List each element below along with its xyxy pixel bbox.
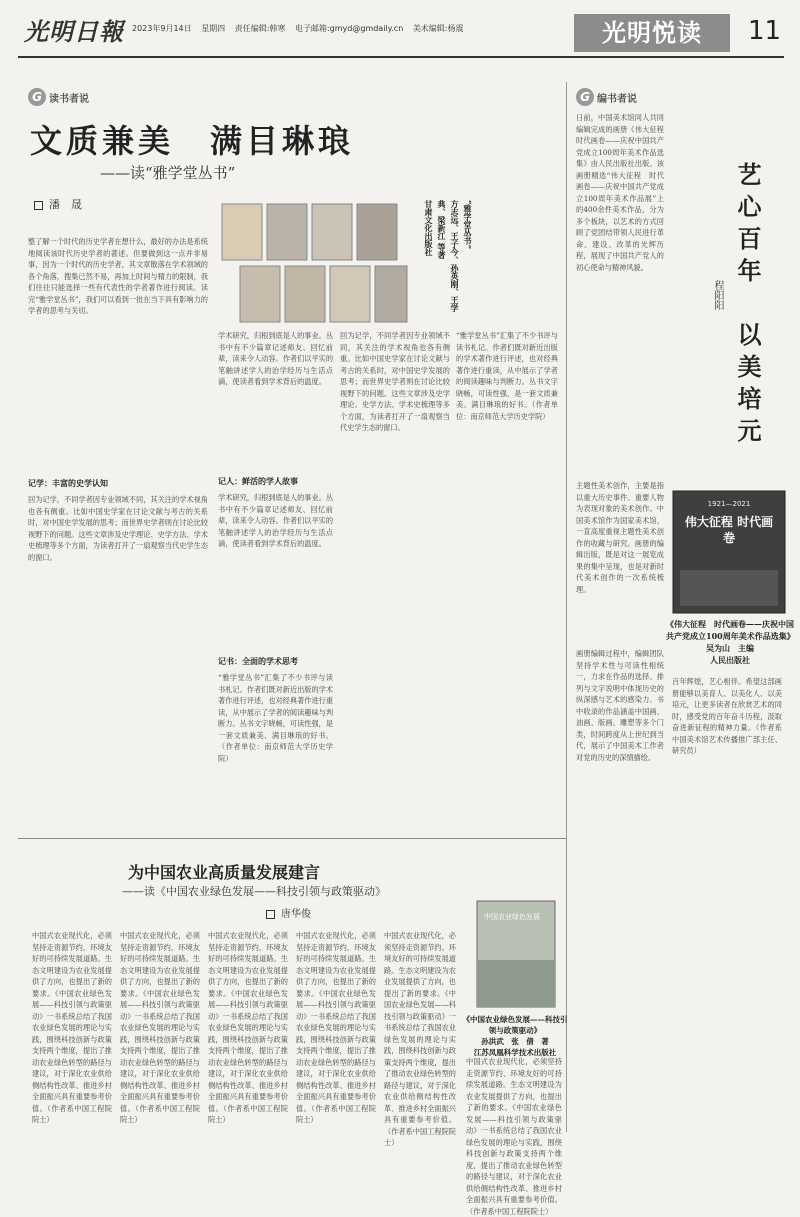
section-title: 光明悦读 (574, 14, 730, 52)
column-tag-label: 编书者说 (597, 93, 637, 105)
article-divider (18, 838, 566, 839)
article-body: 整了解一个时代的历史学者在想什么，最好的办法是系统地阅读该时代历史学者的著述。但要做到这一点并非易事，因为一个时代的历史学者，其文章散落在学术领域的各个角落，搜集已然不易，再加上时间与精力的限制，我们往往只能选择一些有代表性的学者著作进行阅读。读完“雅学堂丛书”，我们可以看到一批在当下具有影响力的学者的思考与关切。 (28, 237, 208, 315)
article2-author: 唐华俊 (266, 905, 311, 920)
article2-subtitle: ——读《中国农业绿色发展——科技引领与政策驱动》 (122, 885, 386, 898)
right-body: 日前，中国美术馆同人共同编辑完成的画册《伟大征程 时代画卷——庆祝中国共产党成立100周年美术作品选集》由人民出版社出版。该画册精选“伟大征程 时代画卷——庆祝中国共产党成立100周年美术作品展”上的400余件美术作品，分为多个板块，以艺术的方式回顾了党团结带领人民进行革命、建设、改革的光辉历程，展现了中国共产党人的初心使命与精神风貌。 (576, 113, 672, 272)
article2-body: 中国式农业现代化，必须坚持走资源节约、环境友好的可持续发展道路。生态文明建设为农业发展提供了方向，也提出了新的要求。《中国农业绿色发展——科技引领与政策驱动》一书系统总结了我国农业绿色发展的理论与实践，围绕科技创新与政策支持两个维度，提出了推动农业绿色转型的路径与建议，对于深化农业供给侧结构性改革、推进乡村全面振兴具有重要参考价值。（作者系中国工程院院士） (120, 931, 200, 1124)
article-author: 潘 晟 (34, 196, 82, 212)
article-subtitle: ——读“雅学堂丛书” (100, 164, 236, 182)
article2-headline: 为中国农业高质量发展建言 (128, 863, 321, 882)
author-box-icon (266, 910, 275, 919)
agri-book-caption: 《中国农业绿色发展——科技引领与政策驱动》 孙洪武 张 倩 著 江苏凤凰科学技术出版社 (462, 1015, 568, 1057)
right-author: 程阳阳 (712, 280, 723, 310)
g-badge-icon: G (576, 88, 594, 106)
masthead (0, 0, 800, 62)
book-series-image (220, 200, 410, 325)
responsible-editor: 责任编辑:韩寒 (234, 24, 286, 33)
article2-body: 中国式农业现代化，必须坚持走资源节约、环境友好的可持续发展道路。生态文明建设为农业发展提供了方向，也提出了新的要求。《中国农业绿色发展——科技引领与政策驱动》一书系统总结了我国农业绿色发展的理论与实践，围绕科技创新与政策支持两个维度，提出了推动农业绿色转型的路径与建议，对于深化农业供给侧结构性改革、推进乡村全面振兴具有重要参考价值。（作者系中国工程院院士） (296, 931, 376, 1124)
article-body: “雅学堂丛书”汇集了不少书评与读书札记。作者们既对新近出版的学术著作进行评述，也对经典著作进行重读，从中展示了学者的阅读趣味与判断力。丛书文字晓畅，可读性强，是一套文质兼美、满目琳琅的好书。（作者单位：南京师范大学历史学院） (456, 331, 558, 421)
album-cover-title: 伟大征程 时代画卷 (684, 515, 774, 545)
article-headline: 文质兼美 满目琳琅 (30, 122, 355, 160)
book-caption: “雅学堂丛书” 方志远、王子今、孙英刚、王学典、梁新江 等著 甘肃文化出版社 (424, 200, 473, 312)
agri-book-cover-title: 中国农业绿色发展 (484, 913, 540, 921)
article2-body: 中国式农业现代化，必须坚持走资源节约、环境友好的可持续发展道路。生态文明建设为农业发展提供了方向，也提出了新的要求。《中国农业绿色发展——科技引领与政策驱动》一书系统总结了我国农业绿色发展的理论与实践，围绕科技创新与政策支持两个维度，提出了推动农业绿色转型的路径与建议，对于深化农业供给侧结构性改革、推进乡村全面振兴具有重要参考价值。（作者系中国工程院院士） (466, 1057, 562, 1216)
article2-body: 中国式农业现代化，必须坚持走资源节约、环境友好的可持续发展道路。生态文明建设为农业发展提供了方向，也提出了新的要求。《中国农业绿色发展——科技引领与政策驱动》一书系统总结了我国农业绿色发展的理论与实践，围绕科技创新与政策支持两个维度，提出了推动农业绿色转型的路径与建议，对于深化农业供给侧结构性改革、推进乡村全面振兴具有重要参考价值。（作者系中国工程院院士） (208, 931, 288, 1124)
right-body: 主题性美术创作，主要是指以重大历史事件、重要人物为表现对象的美术创作。中国美术馆作为国家美术馆，一直高度重视主题性美术创作的收藏与研究。画册的编辑出版，既是对这一展览成果的集中呈现，也是对新时代美术创作的一次系统梳理。 (576, 481, 664, 594)
issue-date: 2023年9月14日 (132, 24, 192, 33)
article-body: 学术研究，归根到底是人的事业。丛书中有不少篇章记述师友、回忆前辈，读来令人动容。作者们以平实的笔触讲述学人的治学经历与生活点滴，使读者看到学术背后的温度。 (218, 493, 334, 548)
right-headline: 艺心百年 以美培元 (733, 162, 762, 450)
album-caption: 《伟大征程 时代画卷——庆祝中国共产党成立100周年美术作品选集》 吴为山 主编 人民出版社 (666, 619, 795, 665)
column-tag-left (28, 88, 89, 106)
author-box-icon (34, 201, 43, 210)
g-badge-icon: G (28, 88, 46, 106)
right-body: 画册编辑过程中，编辑团队坚持学术性与可读性相统一，力求在作品的选择、排列与文字说明中体现历史的纵深感与艺术的感染力。书中收录的作品涵盖中国画、油画、版画、雕塑等多个门类，时间跨度从上世纪到当代，展示了中国美术工作者对党的历史的深情描绘。 (576, 649, 664, 762)
section-heading: 记书：全面的学术思考 (218, 656, 298, 666)
article-body: 回为记学，不同学者因专业领域不同，其关注的学术视角也各有侧重。比如中国史学家在讨论文献与考古的关系时，对中国史学发展的思考；而世界史学者则在讨论比较视野下的问题。这些文章涉及史学理论、史学方法、学术史梳理等多个方面，为读者打开了一扇观察当代史学生态的窗口。 (340, 331, 450, 432)
column-divider (566, 82, 567, 1132)
issue-weekday: 星期四 (201, 24, 226, 33)
right-body: 百年辉煌，艺心相伴。希望这部画册能够以美育人、以美化人、以美培元，让更多读者在欣赏艺术的同时，感受党的百年奋斗历程，汲取奋进新征程的精神力量。（作者系中国美术馆艺术传播推广部主任、研究员） (672, 677, 782, 755)
newspaper-logo: 光明日報 (24, 17, 124, 46)
editor-email: 电子邮箱:gmyd@gmdaily.cn (294, 24, 404, 33)
art-editor: 美术编辑:杨震 (412, 24, 464, 33)
section-heading: 记人：鲜活的学人故事 (218, 476, 298, 486)
article2-body: 中国式农业现代化，必须坚持走资源节约、环境友好的可持续发展道路。生态文明建设为农业发展提供了方向，也提出了新的要求。《中国农业绿色发展——科技引领与政策驱动》一书系统总结了我国农业绿色发展的理论与实践，围绕科技创新与政策支持两个维度，提出了推动农业绿色转型的路径与建议，对于深化农业供给侧结构性改革、推进乡村全面振兴具有重要参考价值。（作者系中国工程院院士） (384, 931, 456, 1147)
article2-body: 中国式农业现代化，必须坚持走资源节约、环境友好的可持续发展道路。生态文明建设为农业发展提供了方向，也提出了新的要求。《中国农业绿色发展——科技引领与政策驱动》一书系统总结了我国农业绿色发展的理论与实践，围绕科技创新与政策支持两个维度，提出了推动农业绿色转型的路径与建议，对于深化农业供给侧结构性改革、推进乡村全面振兴具有重要参考价值。（作者系中国工程院院士） (32, 931, 112, 1124)
album-cover-years: 1921—2021 (707, 500, 751, 508)
page-number: 11 (748, 16, 782, 46)
header-rule (18, 56, 784, 58)
art-album-cover (672, 490, 786, 614)
column-tag-right (576, 88, 637, 106)
section-heading: 记学：丰富的史学认知 (28, 478, 108, 488)
article-body: 回为记学，不同学者因专业领域不同，其关注的学术视角也各有侧重。比如中国史学家在讨论文献与考古的关系时，对中国史学发展的思考；而世界史学者则在讨论比较视野下的问题。这些文章涉及史学理论、史学方法、学术史梳理等多个方面，为读者打开了一扇观察当代史学生态的窗口。 (28, 495, 208, 562)
masthead-meta (132, 23, 471, 34)
article-body: “雅学堂丛书”汇集了不少书评与读书札记。作者们既对新近出版的学术著作进行评述，也对经典著作进行重读，从中展示了学者的阅读趣味与判断力。丛书文字晓畅，可读性强，是一套文质兼美、满目琳琅的好书。（作者单位：南京师范大学历史学院） (218, 673, 334, 763)
article-body: 学术研究，归根到底是人的事业。丛书中有不少篇章记述师友、回忆前辈，读来令人动容。作者们以平实的笔触讲述学人的治学经历与生活点滴，使读者看到学术背后的温度。 (218, 331, 334, 386)
column-tag-label: 读书者说 (49, 93, 89, 105)
